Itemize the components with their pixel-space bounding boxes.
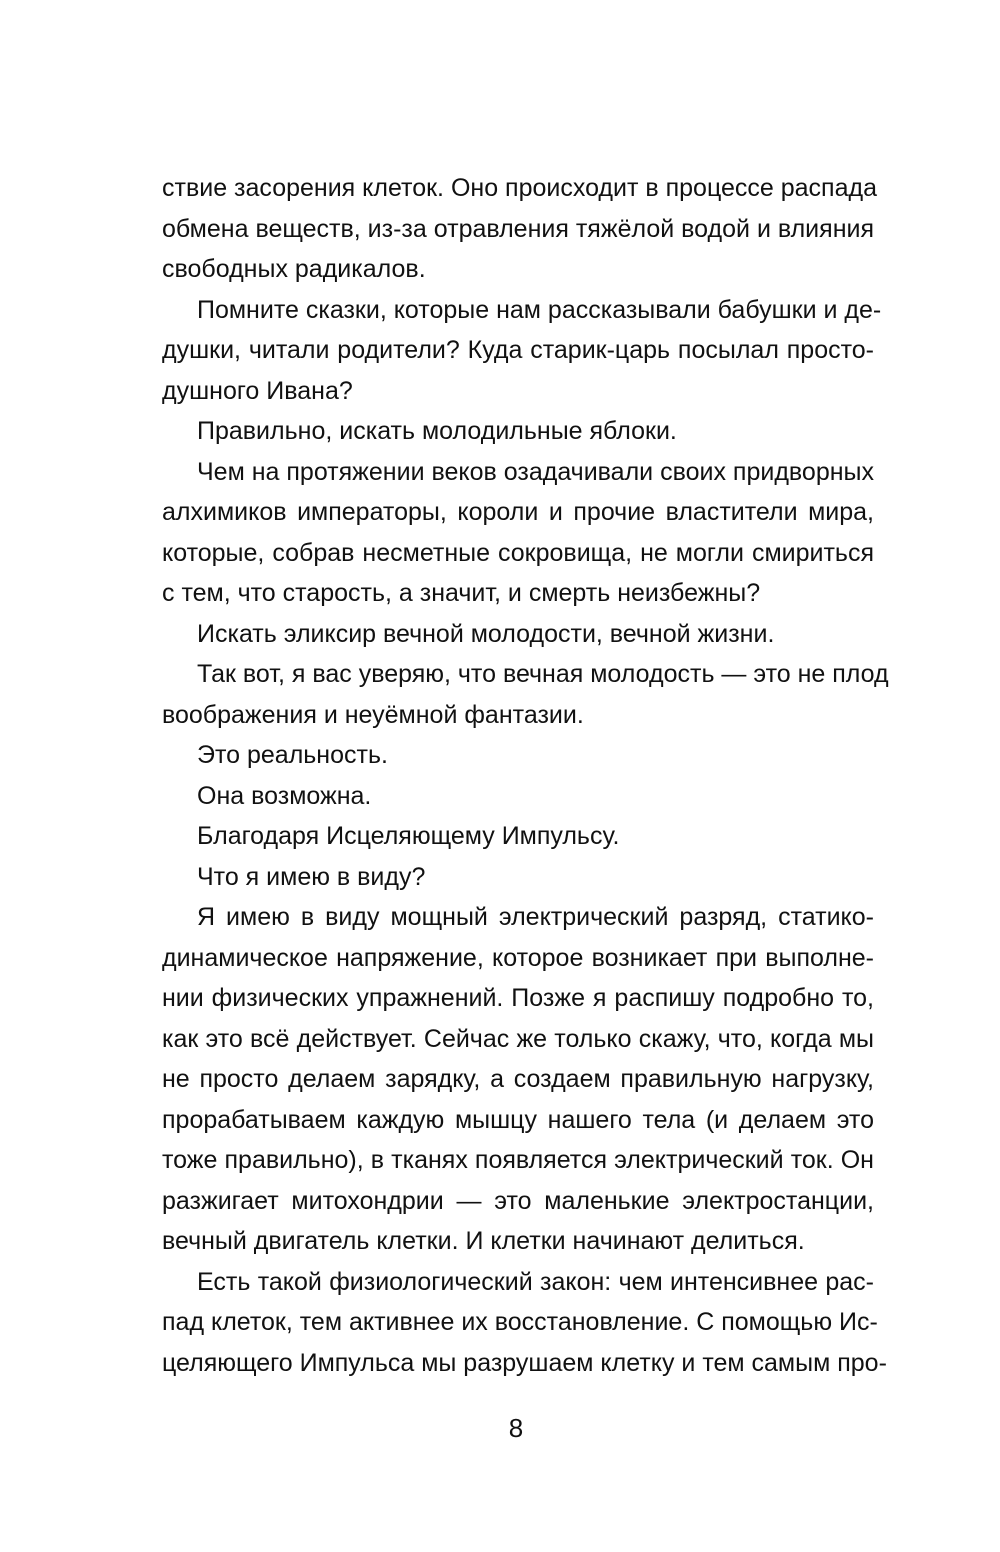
text-line: целяющего Импульса мы разрушаем клетку и тем самым про- xyxy=(162,1348,887,1377)
paragraph xyxy=(162,614,874,655)
paragraph xyxy=(162,816,874,857)
text-line: не просто делаем зарядку, а создаем правильную нагрузку, xyxy=(162,1065,874,1093)
text-line: вечный двигатель клетки. И клетки начинают делиться. xyxy=(162,1227,805,1255)
paragraph xyxy=(162,776,874,817)
paragraph xyxy=(162,654,889,735)
paragraph xyxy=(162,168,877,290)
text-line: Благодаря Исцеляющему Импульсу. xyxy=(197,822,620,850)
text-line: Она возможна. xyxy=(197,781,372,810)
paragraph xyxy=(162,857,874,898)
text-line: которые, собрав несметные сокровища, не могли смириться xyxy=(162,538,874,567)
text-line: тоже правильно), в тканях появляется электрический ток. Он xyxy=(162,1146,874,1174)
text-line: Так вот, я вас уверяю, что вечная молодость — это не плод xyxy=(197,660,889,688)
text-line: воображения и неуёмной фантазии. xyxy=(162,700,584,729)
page-number: 8 xyxy=(508,1413,524,1443)
text-line: как это всё действует. Сейчас же только скажу, что, когда мы xyxy=(162,1024,874,1053)
text-line: разжигает митохондрии — это маленькие электростанции, xyxy=(162,1186,874,1215)
text-line: душки, читали родители? Куда старик-царь посылал просто- xyxy=(162,336,874,364)
text-line: Что я имею в виду? xyxy=(197,862,426,891)
text-line: Помните сказки, которые нам рассказывали бабушки и де- xyxy=(197,295,882,324)
paragraph xyxy=(162,290,882,412)
text-line: алхимиков императоры, короли и прочие властители мира, xyxy=(162,498,874,526)
text-line: нии физических упражнений. Позже я распишу подробно то, xyxy=(162,984,874,1012)
text-line: Искать эликсир вечной молодости, вечной жизни. xyxy=(197,619,775,648)
text-line: Это реальность. xyxy=(197,741,388,769)
text-line: прорабатываем каждую мышцу нашего тела (и делаем это xyxy=(162,1105,874,1134)
text-line: пад клеток, тем активнее их восстановление. С помощью Ис- xyxy=(162,1308,878,1336)
text-line: динамическое напряжение, которое возникает при выполне- xyxy=(162,943,874,972)
text-line: Я имею в виду мощный электрический разряд, статико- xyxy=(197,903,874,931)
text-line: свободных радикалов. xyxy=(162,255,426,283)
text-line: Есть такой физиологический закон: чем интенсивнее рас- xyxy=(197,1267,874,1296)
text-line: душного Ивана? xyxy=(162,376,353,405)
text-line: Чем на протяжении веков озадачивали своих придворных xyxy=(197,457,874,486)
text-line: Правильно, искать молодильные яблоки. xyxy=(197,417,677,445)
body-text xyxy=(162,168,889,1383)
paragraph xyxy=(162,735,874,776)
paragraph xyxy=(162,411,874,452)
text-line: обмена веществ, из-за отравления тяжёлой водой и влияния xyxy=(162,214,874,243)
paragraph xyxy=(162,452,874,614)
text-line: с тем, что старость, а значит, и смерть неизбежны? xyxy=(162,579,761,607)
text-line: ствие засорения клеток. Оно происходит в процессе распада xyxy=(162,174,877,202)
paragraph xyxy=(162,897,874,1262)
paragraph xyxy=(162,1262,887,1384)
